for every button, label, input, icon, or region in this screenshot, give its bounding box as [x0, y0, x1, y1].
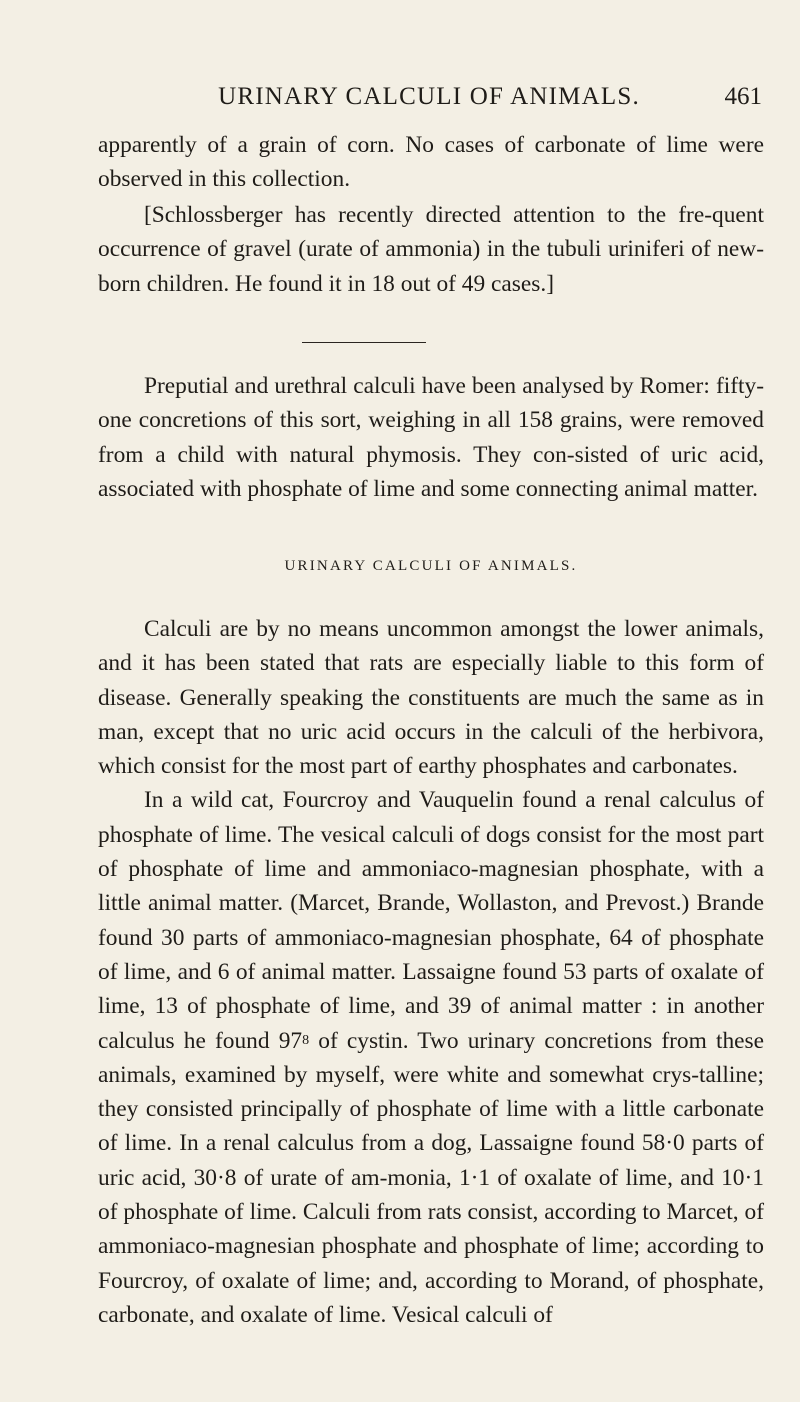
running-title: URINARY CALCULI OF ANIMALS. — [218, 83, 640, 110]
section-divider-rule — [302, 342, 426, 343]
paragraph-text — [98, 783, 764, 1332]
preputial-calculi-paragraph — [98, 369, 764, 506]
paragraph-text-part: In a wild cat, Fourcroy and Vauquelin found a renal calculus of phosphate of lime. The vesical calculi of dogs consist for the most part of phosphate of lime and ammoniaco-magnesian phosphate, with a little animal matter. (Marcet, Brande, Wollaston, and Prevost.) Brande found 30 parts of ammoniaco-magnesian phosphate, 64 of phosphate of lime, and 6 of animal matter. Lassaigne found 53 parts of oxalate of lime, 13 of phosphate of lime, and 39 of animal matter : in another calculus he found 97 — [98, 787, 764, 1054]
paragraph-text: Calculi are by no means uncommon amongst the lower animals, and it has been stated that rats are especially liable to this form of disease. Generally speaking the constituents are much the same as in man, except that no uric acid occurs in the calculi of the herbivora, which consist for the most part of earthy phosphates and carbonates. — [98, 616, 764, 780]
paragraph-text: apparently of a grain of corn. No cases of carbonate of lime were observed in this collection. — [98, 132, 764, 193]
page-number: 461 — [724, 83, 762, 110]
paragraph-text: Preputial and urethral calculi have been analysed by Romer: fifty-one concretions of this sort, weighing in all 158 grains, were removed from a child with natural phymosis. They con-sisted of uric acid, associated with phosphate of lime and some connecting animal matter. — [98, 373, 764, 502]
bracketed-note — [98, 198, 764, 301]
paragraph-continuation — [98, 128, 764, 197]
animal-calculi-body — [98, 612, 764, 1332]
running-head — [96, 80, 762, 114]
fraction-superscript: 8 — [302, 1032, 310, 1048]
section-heading: URINARY CALCULI OF ANIMALS. — [284, 558, 578, 574]
paragraph-text: [Schlossberger has recently directed attention to the fre-quent occurrence of gravel (urate of ammonia) in the tubuli uriniferi of new-born children. He found it in 18 out of 49 cases.] — [98, 202, 764, 297]
paragraph-text-part: of cystin. Two urinary concretions from these animals, examined by myself, were white and somewhat crys-talline; they consisted principally of phosphate of lime with a little carbonate of lime. In a renal calculus from a dog, Lassaigne found 58·0 parts of uric acid, 30·8 of urate of am-monia, 1·1 of oxalate of lime, and 10·1 of phosphate of lime. Calculi from rats consist, according to Marcet, of ammoniaco-magnesian phosphate and phosphate of lime; according to Fourcroy, of oxalate of lime; and, according to Morand, of phosphate, carbonate, and oxalate of lime. Vesical calculi of — [98, 1027, 765, 1328]
